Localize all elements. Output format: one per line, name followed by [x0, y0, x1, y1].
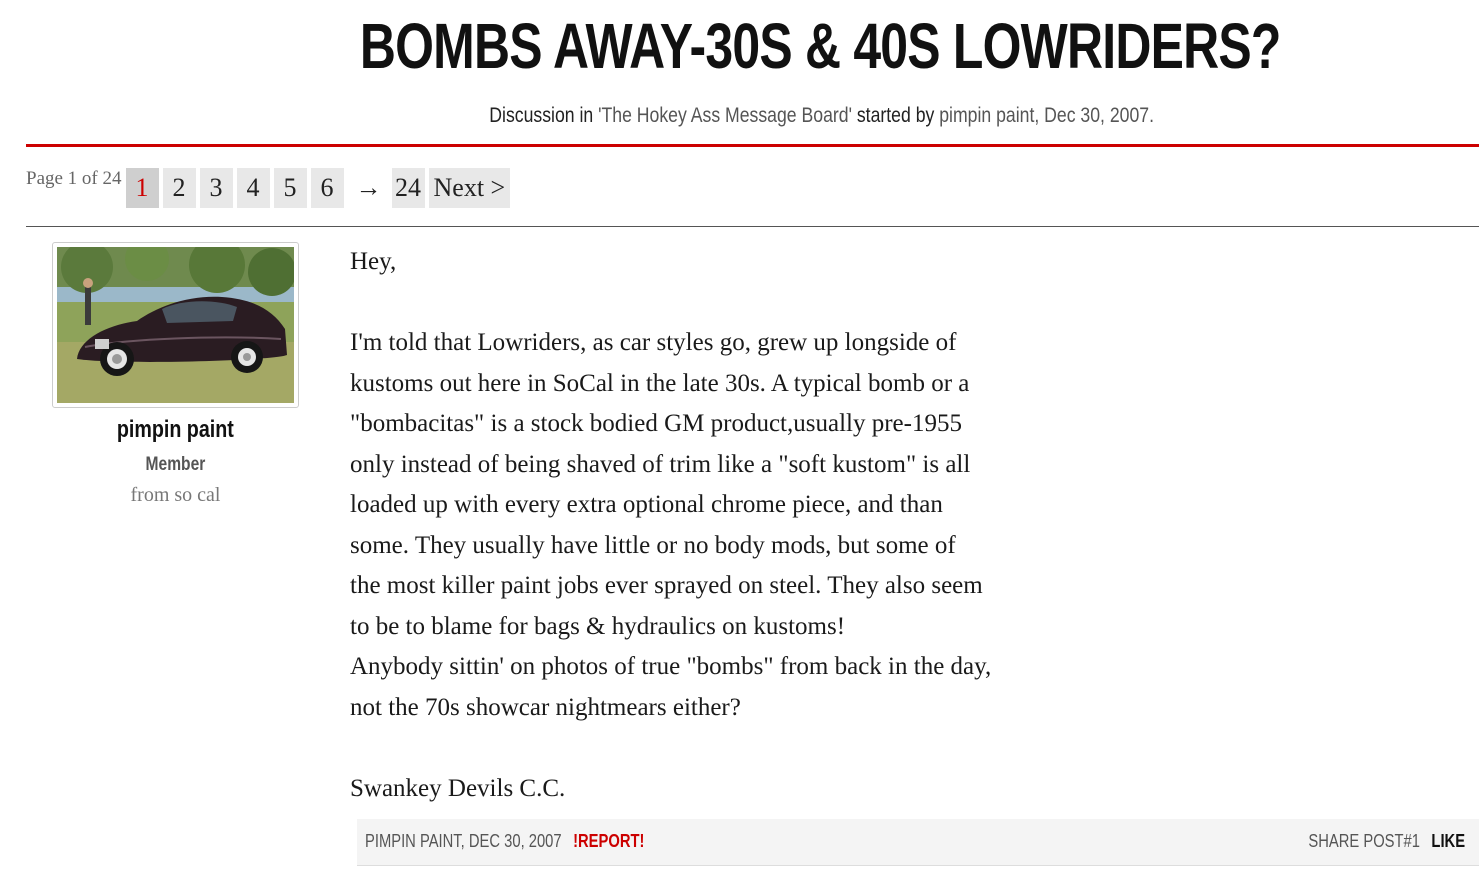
- title-divider: [26, 144, 1479, 147]
- message-line: I'm told that Lowriders, as car styles go, grew up longside of: [350, 329, 957, 356]
- message-line: loaded up with every extra optional chrome piece, and than: [350, 491, 943, 518]
- page-4-button[interactable]: 4: [237, 168, 270, 208]
- meta-middle: started by: [851, 104, 940, 127]
- starter-link[interactable]: pimpin paint: [939, 104, 1035, 127]
- page-1-button[interactable]: 1: [126, 168, 159, 208]
- page-last-button[interactable]: 24: [392, 168, 425, 208]
- message-line: Hey,: [350, 248, 397, 275]
- vintage-car-photo: [57, 247, 294, 403]
- post-footer: [357, 819, 1479, 866]
- page-of-label: Page 1 of 24: [26, 168, 122, 189]
- thread-title: BOMBS AWAY-30S & 40S LOWRIDERS?: [359, 10, 1281, 82]
- message-blank-line: [350, 283, 1050, 324]
- share-post-link[interactable]: SHARE POST#1: [1308, 831, 1420, 851]
- message-line: to be to blame for bags & hydraulics on kustoms!: [350, 612, 846, 640]
- message-line: the most killer paint jobs ever sprayed on steel. They also seem: [350, 572, 983, 599]
- page-skip-arrow-icon[interactable]: →: [355, 173, 382, 202]
- message-line: only instead of being shaved of trim like a "soft kustom" is all: [350, 450, 971, 478]
- page-divider: [26, 226, 1479, 227]
- message-line: kustoms out here in SoCal in the late 30s. A typical bomb or a: [350, 369, 970, 397]
- forum-link[interactable]: 'The Hokey Ass Message Board': [597, 104, 852, 127]
- post-message: [350, 242, 1050, 809]
- post-author-title: Member: [145, 454, 206, 475]
- avatar[interactable]: [52, 242, 299, 408]
- signature: Swankey Devils C.C.: [350, 774, 566, 802]
- page-2-button[interactable]: 2: [163, 168, 196, 208]
- page-navigation: [26, 168, 514, 208]
- report-button[interactable]: !REPORT!: [573, 831, 645, 851]
- page-6-button[interactable]: 6: [311, 168, 344, 208]
- post-author-name[interactable]: pimpin paint: [117, 416, 234, 443]
- page-5-button[interactable]: 5: [274, 168, 307, 208]
- next-page-button[interactable]: Next >: [429, 168, 511, 208]
- message-line: "bombacitas" is a stock bodied GM product,usually pre-1955: [350, 410, 962, 437]
- page-3-button[interactable]: 3: [200, 168, 233, 208]
- thread-date[interactable]: , Dec 30, 2007.: [1034, 104, 1154, 127]
- message-line: not the 70s showcar nightmears either?: [350, 693, 741, 721]
- meta-prefix: Discussion in: [489, 104, 598, 127]
- message-line: Anybody sittin' on photos of true "bombs" from back in the day,: [350, 653, 992, 680]
- like-button[interactable]: LIKE: [1431, 831, 1465, 851]
- post-author-location: from so cal: [130, 484, 221, 506]
- message-line: some. They usually have little or no body mods, but some of: [350, 531, 956, 559]
- message-blank-line: [350, 728, 1050, 769]
- thread-meta: [0, 104, 1479, 128]
- post-author-date-link[interactable]: PIMPIN PAINT, DEC 30, 2007: [365, 831, 562, 851]
